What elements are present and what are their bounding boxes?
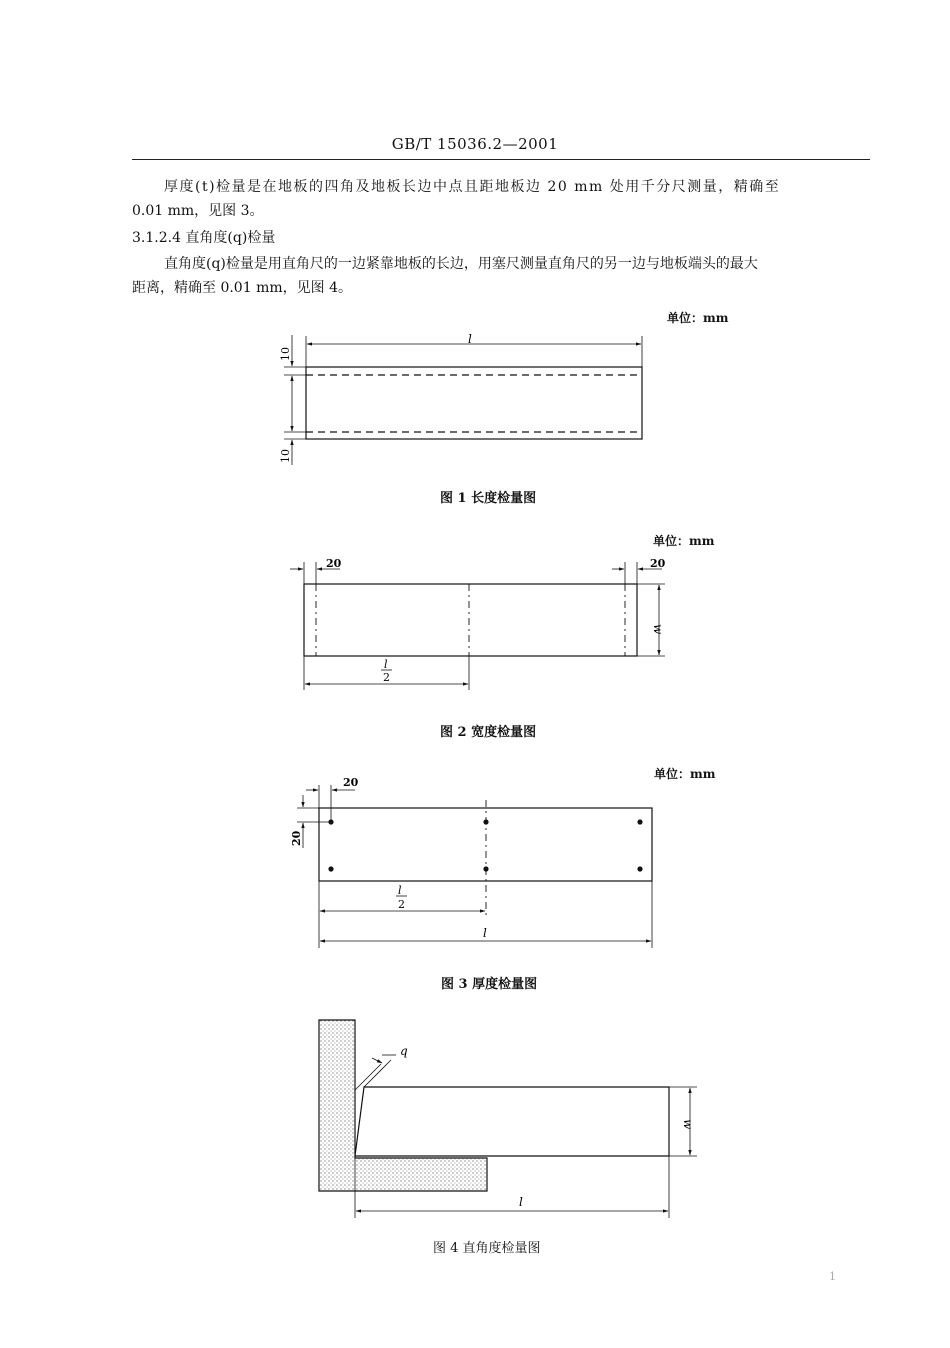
section-heading: 3.1.2.4 直角度(q)检量	[132, 230, 276, 246]
paragraph-thickness-line2: 0.01 mm，见图 3。	[132, 203, 264, 219]
fig2-dim-w: w	[651, 624, 665, 635]
fig3-dim-l: l	[483, 926, 487, 940]
fig2-dim-denominator: 2	[383, 671, 390, 684]
fig4-dim-q: q	[400, 1044, 408, 1058]
fig1-dim-10-top: 10	[279, 347, 292, 361]
fig3-measure-points	[328, 819, 642, 871]
fig2-dim-l-numerator: l	[384, 658, 388, 671]
fig2-board-rect	[304, 584, 637, 656]
figure-1-length-diagram	[284, 335, 642, 465]
figure-2-caption: 图 2 宽度检量图	[440, 725, 537, 740]
figure-2-width-diagram	[290, 562, 665, 690]
paragraph-squareness-line2: 距离，精确至 0.01 mm，见图 4。	[132, 280, 352, 296]
figure-3-thickness-diagram	[297, 785, 652, 948]
fig4-dim-l: l	[519, 1195, 523, 1209]
figure-3-caption: 图 3 厚度检量图	[441, 977, 538, 992]
page-number: 1	[829, 1270, 836, 1283]
fig3-dim-20-left: 20	[290, 830, 303, 846]
paragraph-thickness-line1: 厚度(t)检量是在地板的四角及地板长边中点且距地板边 20 mm 处用千分尺测量，精确至	[164, 179, 781, 195]
fig1-dim-10-bottom: 10	[279, 449, 292, 463]
fig3-dim-l-numerator: l	[398, 884, 402, 897]
unit-label-fig3: 单位：mm	[654, 767, 716, 781]
fig1-board-rect	[306, 367, 642, 439]
unit-label-fig1: 单位：mm	[667, 311, 729, 325]
fig3-dim-20-top: 20	[343, 776, 359, 789]
fig1-dim-l: l	[468, 332, 472, 346]
figure-4-squareness-diagram	[319, 1020, 697, 1218]
fig2-dim-20-left: 20	[326, 557, 342, 570]
fig2-dim-20-right: 20	[650, 557, 666, 570]
page-header: GB/T 15036.2—2001	[391, 135, 559, 153]
figure-1-caption: 图 1 长度检量图	[440, 491, 537, 506]
fig4-dim-w: w	[681, 1119, 695, 1130]
figure-4-caption: 图 4 直角度检量图	[433, 1241, 541, 1256]
fig4-board	[355, 1087, 669, 1156]
fig3-dim-denominator: 2	[398, 898, 405, 911]
unit-label-fig2: 单位：mm	[653, 534, 715, 548]
paragraph-squareness-line1: 直角度(q)检量是用直角尺的一边紧靠地板的长边，用塞尺测量直角尺的另一边与地板端头的最大	[164, 256, 758, 272]
